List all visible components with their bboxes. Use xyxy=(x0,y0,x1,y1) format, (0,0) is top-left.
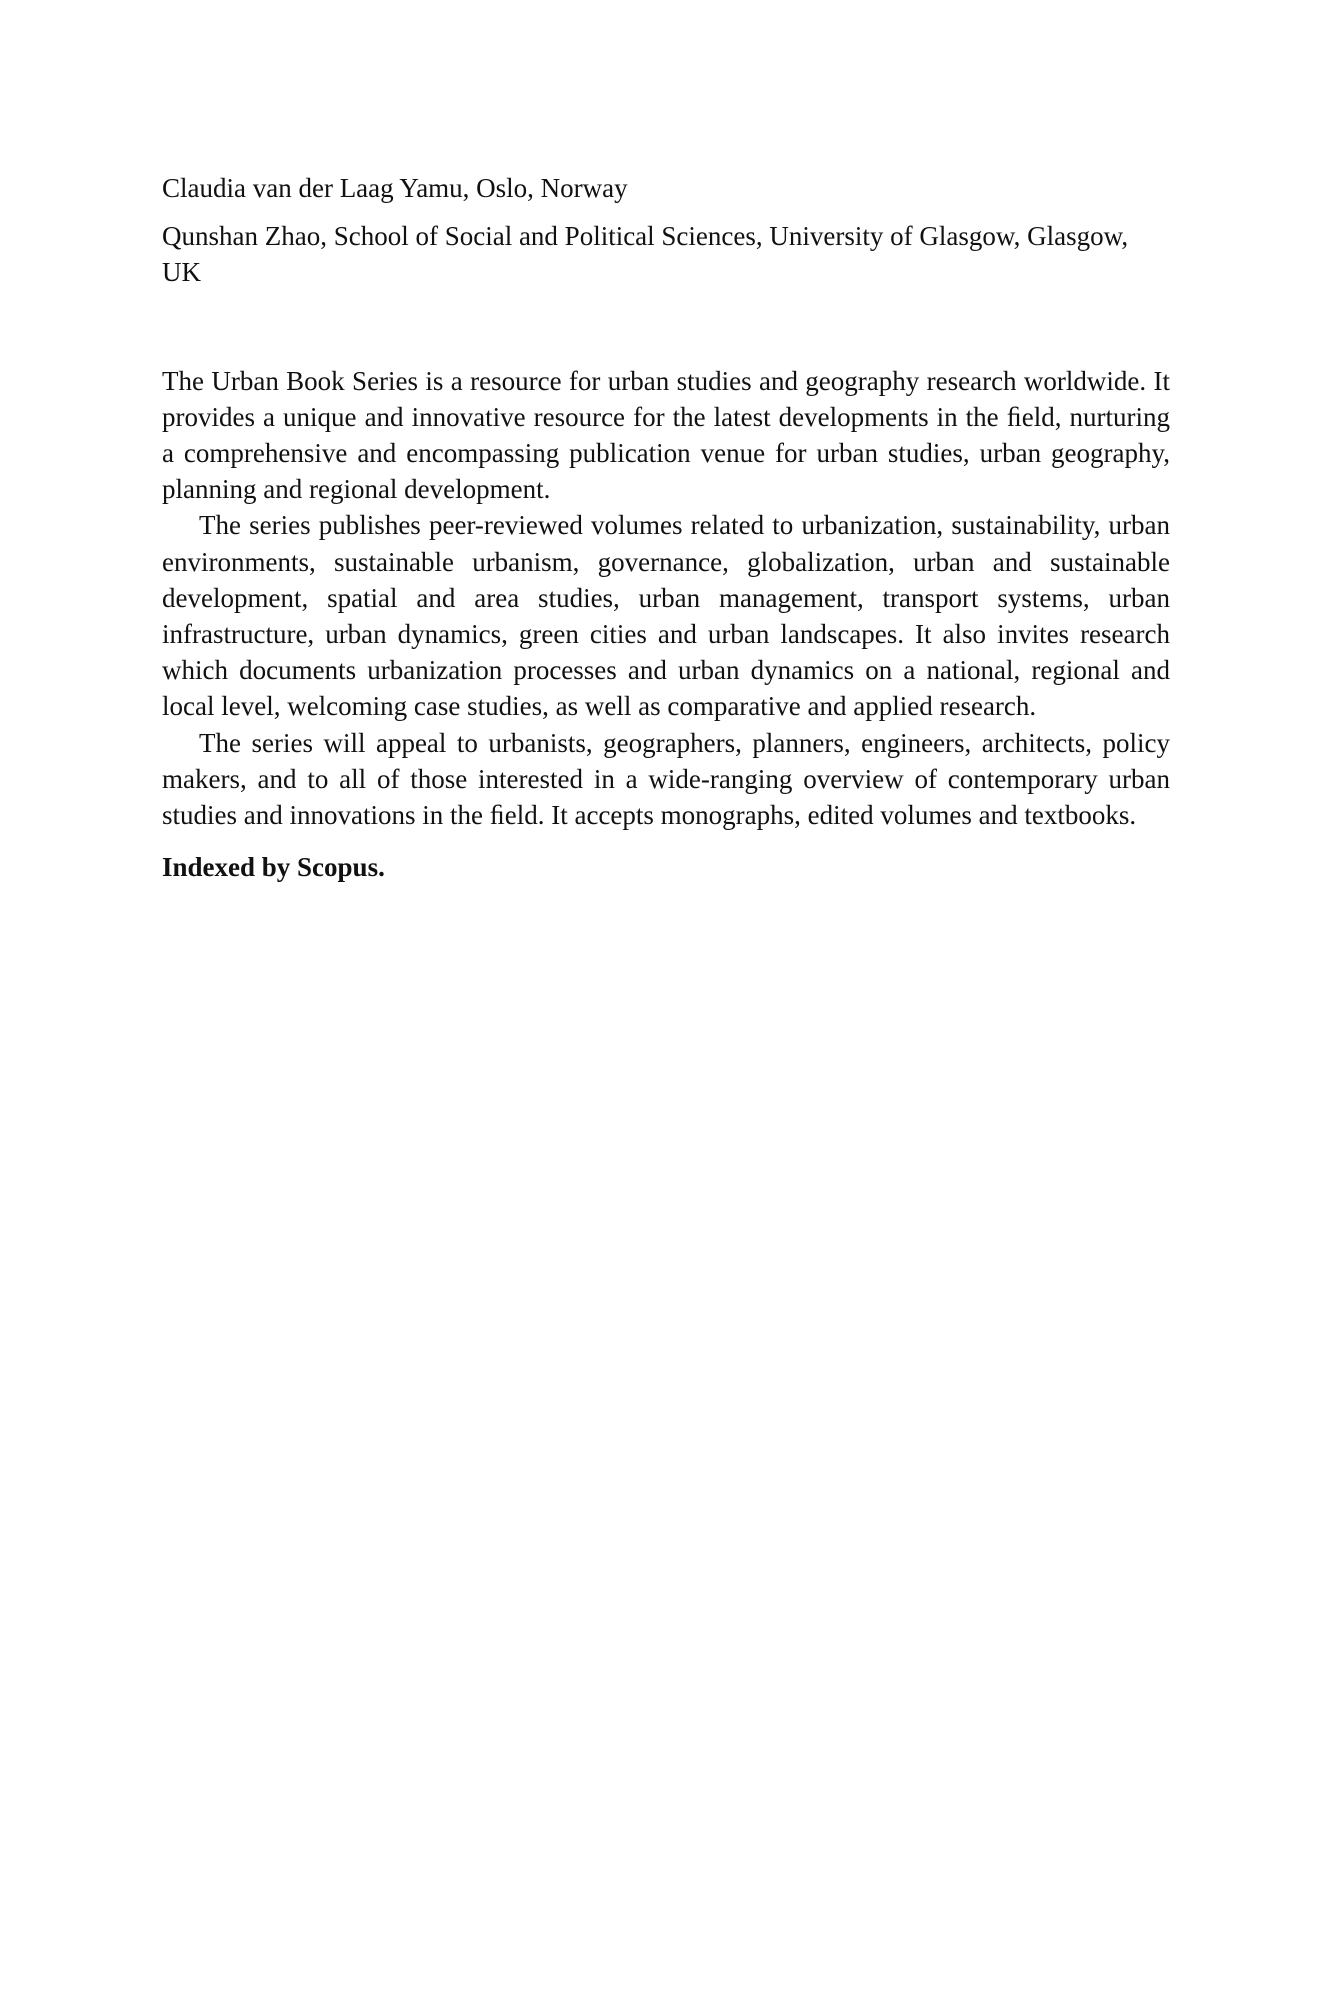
series-editors xyxy=(162,170,1170,291)
editor-entry: Qunshan Zhao, School of Social and Political Sciences, University of Glasgow, Glasgow, UK xyxy=(162,221,1129,288)
indexing-note: Indexed by Scopus. xyxy=(162,852,385,883)
description-paragraph: The Urban Book Series is a resource for urban studies and geography research worldwide. It provides a unique and innovative resource for the latest developments in the ﬁeld, nurturing a comprehensive and encompassing publication venue for urban studies, urban geography, planning and regional development. xyxy=(162,365,1170,505)
series-description xyxy=(162,363,1170,834)
editor-entry: Claudia van der Laag Yamu, Oslo, Norway xyxy=(162,173,628,203)
page-content xyxy=(162,170,1170,912)
description-paragraph: The series will appeal to urbanists, geographers, planners, engineers, architects, policy makers, and to all of those interested in a wide-ranging overview of contemporary urban studies and innovations in the ﬁeld. It accepts monographs, edited volumes and textbooks. xyxy=(162,727,1170,831)
description-paragraph: The series publishes peer-reviewed volumes related to urbanization, sustainability, urban environments, sustainable urbanism, governance, globalization, urban and sustainable development, spatial and area studies, urban management, transport systems, urban infrastructure, urban dynamics, green cities and urban landscapes. It also invites research which documents urbanization processes and urban dynamics on a national, regional and local level, welcoming case studies, as well as comparative and applied research. xyxy=(162,510,1170,722)
